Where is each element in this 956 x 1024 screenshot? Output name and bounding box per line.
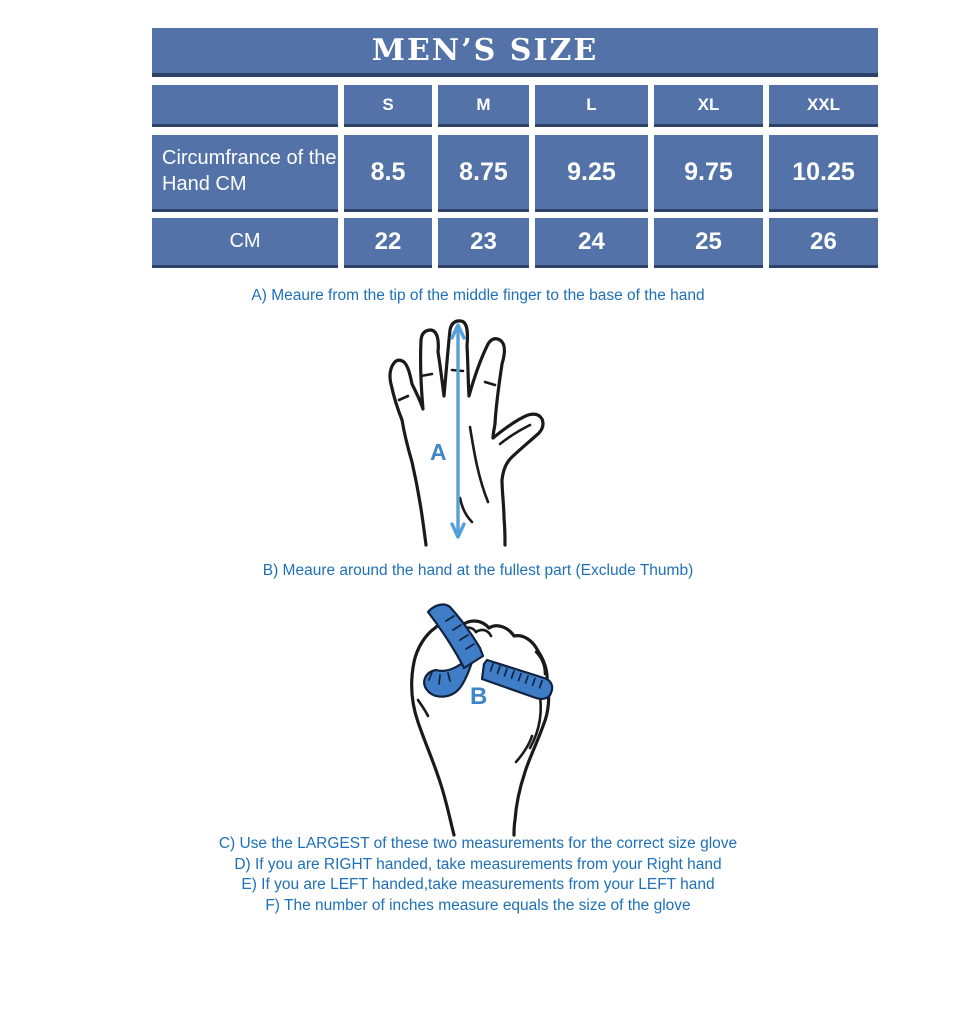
header-empty-cell — [152, 85, 338, 127]
label-a: A — [430, 439, 447, 465]
size-header-row — [152, 85, 878, 127]
header-size-s: S — [344, 85, 432, 127]
circumference-value-l: 9.25 — [535, 135, 648, 212]
table-row — [152, 135, 878, 212]
cm-value-xl: 25 — [654, 218, 763, 268]
table-title: MEN’S SIZE — [371, 33, 599, 68]
label-b: B — [470, 683, 488, 710]
circumference-value-s: 8.5 — [344, 135, 432, 212]
instruction-e: E) If you are LEFT handed,take measurements from your LEFT hand — [241, 876, 715, 893]
circumference-value-xl: 9.75 — [654, 135, 763, 212]
open-hand-diagram — [378, 312, 558, 548]
table-row — [152, 218, 878, 268]
header-size-xxl: XXL — [769, 85, 878, 127]
cm-value-xxl: 26 — [769, 218, 878, 268]
circumference-value-xxl: 10.25 — [769, 135, 878, 212]
header-size-m: M — [438, 85, 529, 127]
header-size-l: L — [535, 85, 648, 127]
table-title-bar — [152, 28, 878, 77]
row-label-circumference: Circumfrance of the Hand CM — [152, 135, 338, 212]
instruction-c: C) Use the LARGEST of these two measurements for the correct size glove — [218, 835, 738, 852]
instruction-b: B) Meaure around the hand at the fullest part (Exclude Thumb) — [262, 562, 694, 579]
bottom-instructions — [0, 834, 956, 916]
header-size-xl: XL — [654, 85, 763, 127]
instruction-a: A) Meaure from the tip of the middle finger to the base of the hand — [251, 287, 705, 304]
instruction-d: D) If you are RIGHT handed, take measurements from your Right hand — [234, 855, 722, 873]
fist-diagram — [398, 598, 558, 838]
cm-value-m: 23 — [438, 218, 529, 268]
cm-value-s: 22 — [344, 218, 432, 268]
row-label-cm: CM — [152, 218, 338, 268]
hand-outline — [390, 321, 543, 545]
circumference-value-m: 8.75 — [438, 135, 529, 212]
instruction-f: F) The number of inches measure equals the size of the glove — [265, 896, 691, 914]
mens-size-table — [152, 28, 878, 268]
cm-value-l: 24 — [535, 218, 648, 268]
